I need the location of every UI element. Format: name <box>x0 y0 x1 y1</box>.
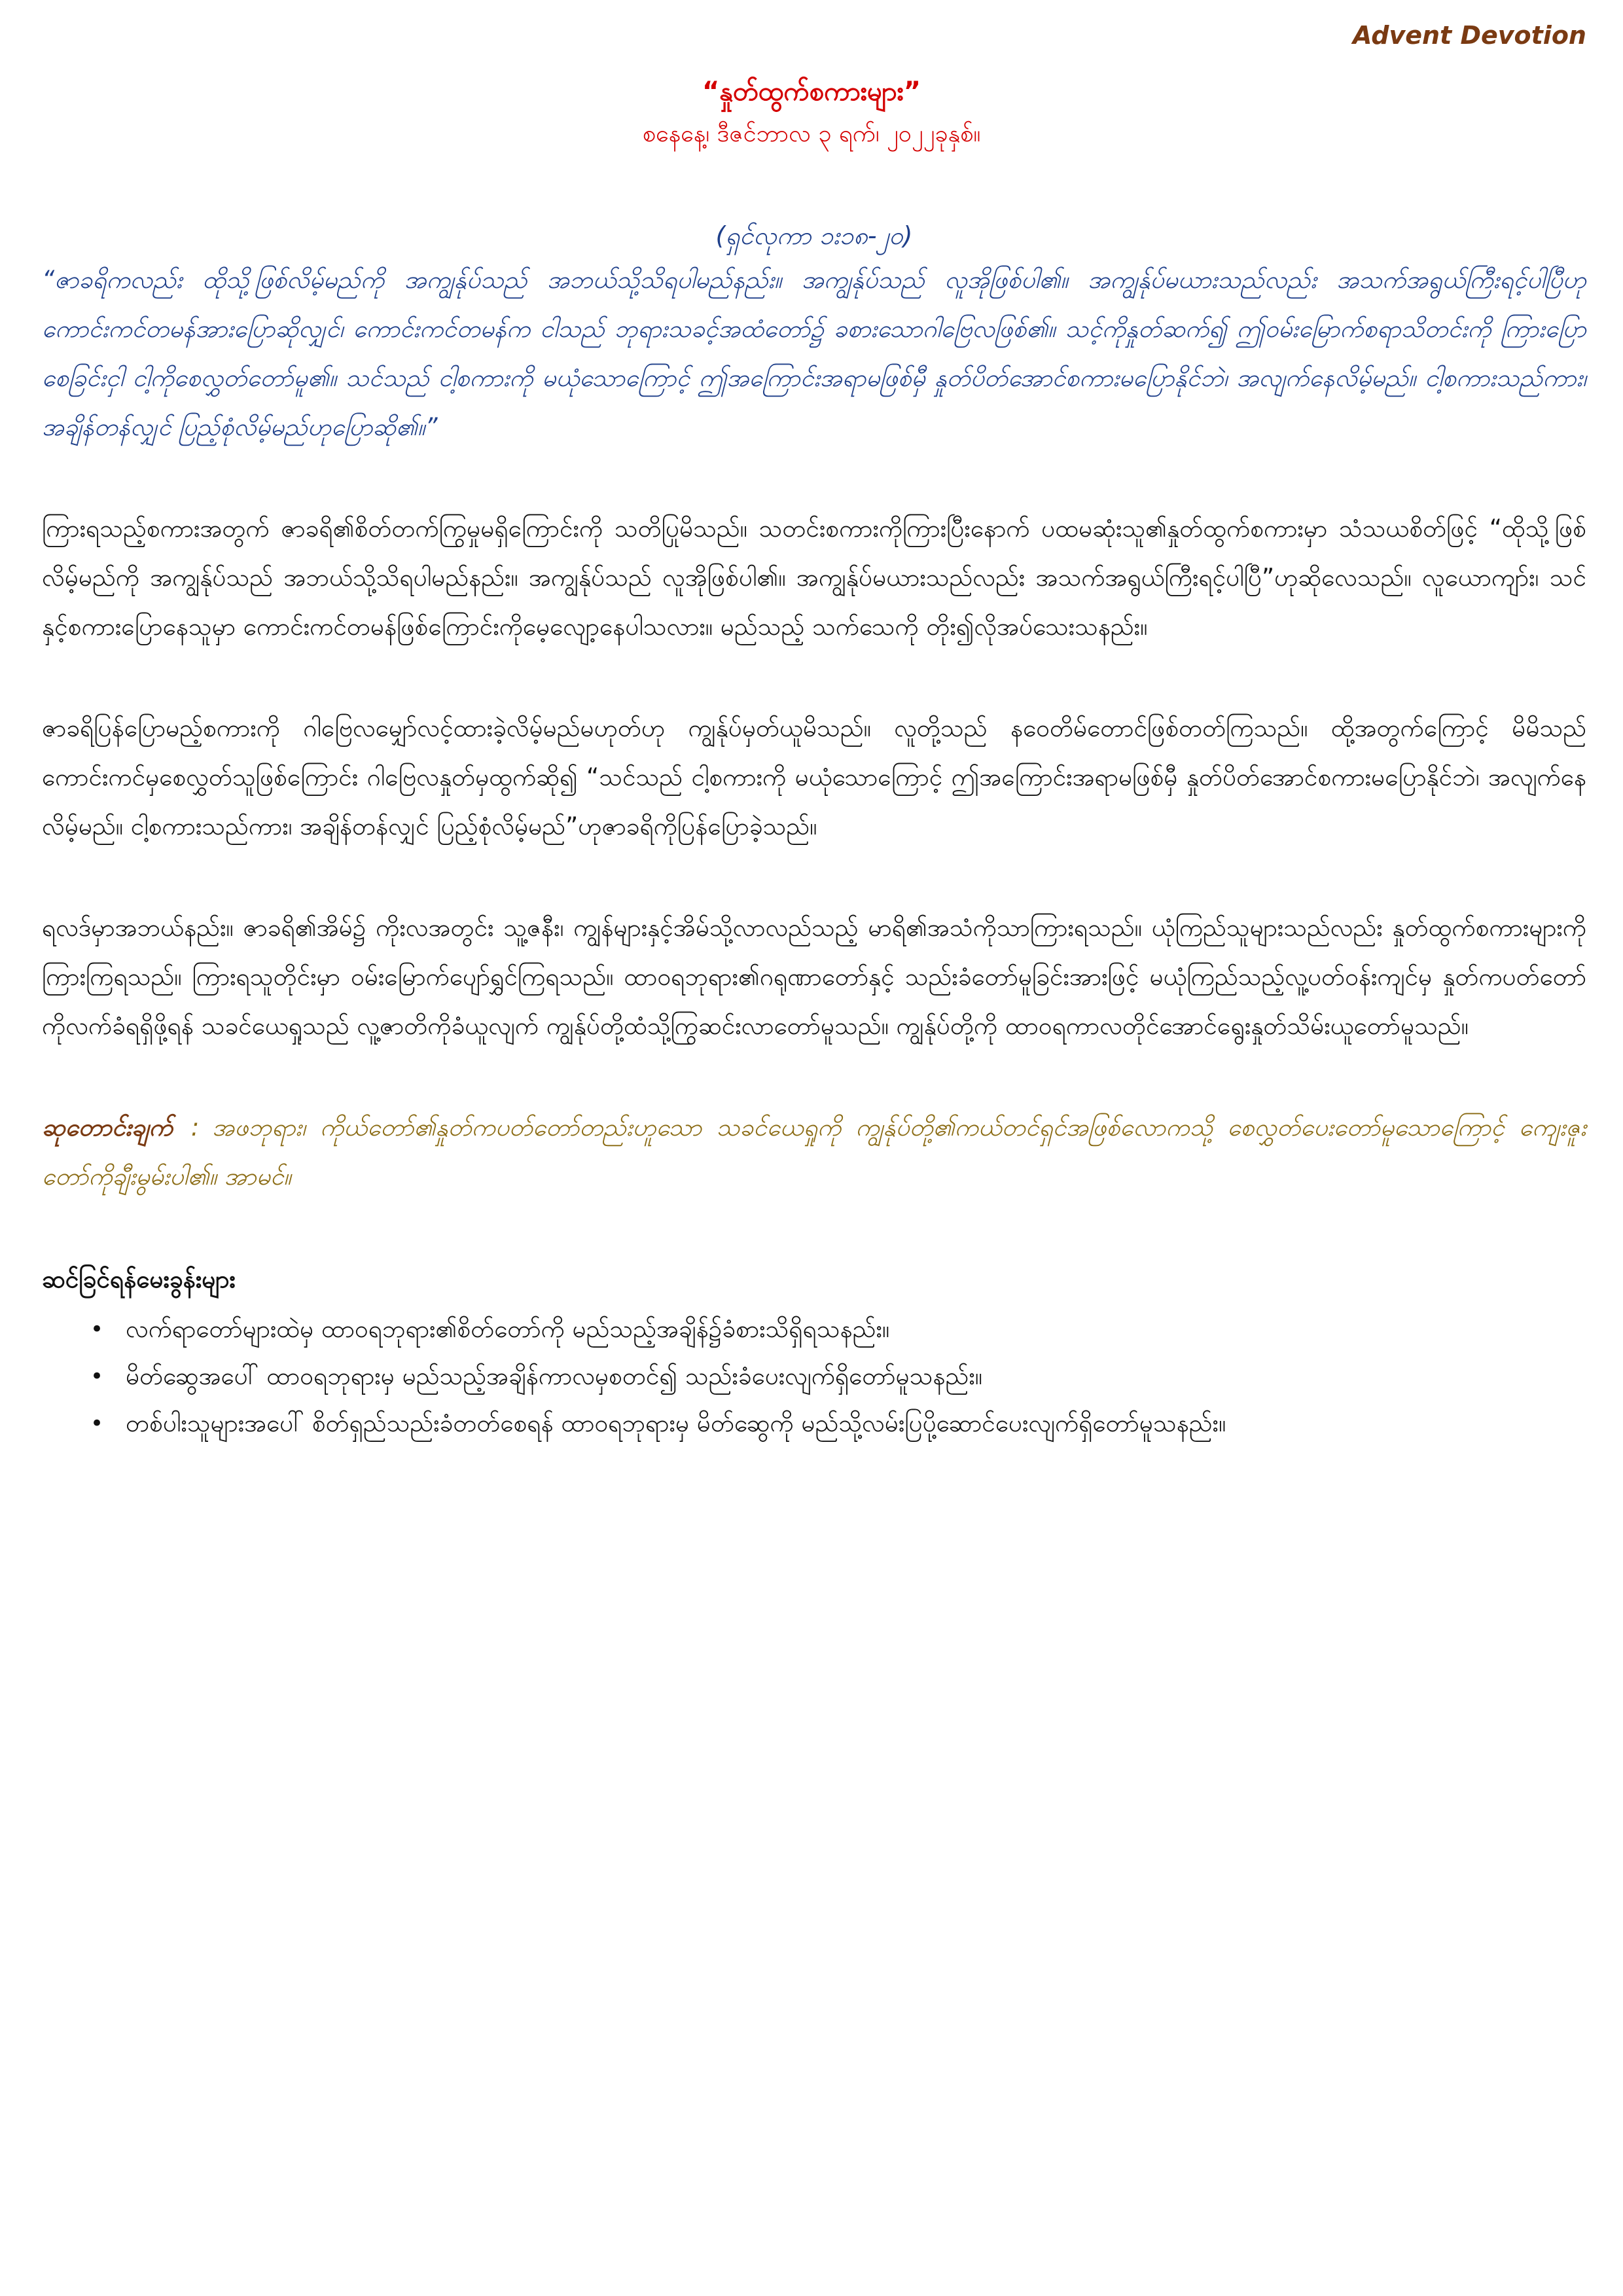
bullet-icon: • <box>90 1316 104 1342</box>
prayer-label: ဆုတောင်းချက် <box>42 1113 173 1141</box>
bullet-icon: • <box>90 1363 104 1390</box>
questions-list <box>42 1306 1586 1447</box>
page-title: “နှုတ်ထွက်စကားများ” <box>702 77 921 107</box>
scripture-reference: (ရှင်လုကာ ၁း၁၈-၂၀) <box>715 221 913 250</box>
content <box>42 216 1586 1447</box>
prayer-colon: : <box>190 1113 200 1141</box>
questions-heading: ဆင်ခြင်ရန်မေးခွန်းများ <box>42 1265 236 1293</box>
prayer <box>42 1103 1586 1201</box>
question-item <box>42 1400 1586 1447</box>
body-paragraph-3: ရလဒ်မှာအဘယ်နည်း။ ဇာခရိ၏အိမ်၌ ကိုးလအတွင်း သူ့ဇနီး၊ ကျွန်များနှင့်အိမ်သို့လာလည်သည့် မာရိ၏အသံကိုသာကြားရသည်။ ယုံကြည်သူများသည်လည်း နှုတ်ထွက်စကားများကိုကြားကြရသည်။ ကြားရသူတိုင်းမှာ ဝမ်းမြောက်ပျော်ရွှင်ကြရသည်။ ထာဝရဘုရား၏ဂရုဏာတော်နှင့် သည်းခံတော်မူခြင်းအားဖြင့် မယုံကြည်သည့်လူ့ပတ်ဝန်းကျင်မှ နှုတ်ကပတ်တော်ကိုလက်ခံရရှိဖို့ရန် သခင်ယေရှုသည် လူ့ဇာတိကိုခံယူလျက် ကျွန်ုပ်တို့ထံသို့ကြွဆင်းလာတော်မူသည်။ ကျွန်ုပ်တို့ကို ထာဝရကာလတိုင်အောင်ရွေးနှုတ်သိမ်းယူတော်မူသည်။ <box>42 914 1586 1040</box>
scripture-text: “ဇာခရိကလည်း ထိုသို့ဖြစ်လိမ့်မည်ကို အကျွန်ုပ်သည် အဘယ်သို့သိရပါမည်နည်း။ အကျွန်ုပ်သည် လူအိုဖြစ်ပါ၏။ အကျွန်ုပ်မယားသည်လည်း အသက်အရွယ်ကြီးရင့်ပါပြီဟု ကောင်းကင်တမန်အားပြောဆိုလျှင်၊ ကောင်းကင်တမန်က ငါသည် ဘုရားသခင့်အထံတော်၌ ခစားသောဂါဗြေလဖြစ်၏။ သင့်ကိုနှုတ်ဆက်၍ ဤဝမ်းမြောက်စရာသိတင်းကို ကြားပြောစေခြင်းငှါ ငါ့ကိုစေလွှတ်တော်မူ၏။ သင်သည် ငါ့စကားကို မယုံသောကြောင့် ဤအကြောင်းအရာမဖြစ်မှီ နှုတ်ပိတ်အောင်စကားမပြောနိုင်ဘဲ၊ အလျက်နေလိမ့်မည်။ ငါ့စကားသည်ကား၊ အချိန်တန်လျှင် ပြည့်စုံလိမ့်မည်ဟုပြောဆို၏။” <box>42 266 1586 441</box>
bullet-icon: • <box>90 1410 104 1437</box>
question-text: မိတ်ဆွေအပေါ် ထာဝရဘုရားမှ မည်သည့်အချိန်ကာလမှစတင်၍ သည်းခံပေးလျက်ရှိတော်မူသနည်း။ <box>126 1362 982 1390</box>
date-line: စနေနေ့၊ ဒီဇင်ဘာလ ၃ ရက်၊ ၂၀၂၂ခုနှစ်။ <box>642 120 981 147</box>
body-paragraph-2: ဇာခရိပြန်ပြောမည့်စကားကို ဂါဗြေလမျှော်လင့်ထားခဲ့လိမ့်မည်မဟုတ်ဟု ကျွန်ုပ်မှတ်ယူမိသည်။ လူတို့သည် နဝေတိမ်တောင်ဖြစ်တတ်ကြသည်။ ထို့အတွက်ကြောင့် မိမိသည်ကောင်းကင်မှစေလွှတ်သူဖြစ်ကြောင်း ဂါဗြေလနှုတ်မှထွက်ဆို၍ “သင်သည် ငါ့စကားကို မယုံသောကြောင့် ဤအကြောင်းအရာမဖြစ်မှီ နှုတ်ပိတ်အောင်စကားမပြောနိုင်ဘဲ၊ အလျက်နေလိမ့်မည်။ ငါ့စကားသည်ကား၊ အချိန်တန်လျှင် ပြည့်စုံလိမ့်မည်”ဟုဇာခရိကိုပြန်ပြောခဲ့သည်။ <box>42 714 1586 840</box>
body-paragraph-1: ကြားရသည့်စကားအတွက် ဇာခရိ၏စိတ်တက်ကြွမှုမရှိကြောင်းကို သတိပြုမိသည်။ သတင်းစကားကိုကြားပြီးနောက် ပထမဆုံးသူ၏နှုတ်ထွက်စကားမှာ သံသယစိတ်ဖြင့် “ထိုသို့ဖြစ်လိမ့်မည်ကို အကျွန်ုပ်သည် အဘယ်သို့သိရပါမည်နည်း။ အကျွန်ုပ်သည် လူအိုဖြစ်ပါ၏။ အကျွန်ုပ်မယားသည်လည်း အသက်အရွယ်ကြီးရင့်ပါပြီ”ဟုဆိုလေသည်။ လူယောကျာ်း၊ သင်နှင့်စကားပြောနေသူမှာ ကောင်းကင်တမန်ဖြစ်ကြောင်းကိုမေ့လျော့နေပါသလား။ မည်သည့် သက်သေကို တိုး၍လိုအပ်သေးသနည်း။ <box>42 514 1586 641</box>
question-text: လက်ရာတော်များထဲမှ ထာဝရဘုရား၏စိတ်တော်ကို မည်သည့်အချိန်၌ခံစားသိရှိရသနည်း။ <box>126 1315 890 1343</box>
header-tag: Advent Devotion <box>1353 21 1586 50</box>
question-item <box>42 1353 1586 1400</box>
question-item <box>42 1306 1586 1353</box>
title-block <box>0 72 1623 157</box>
question-text: တစ်ပါးသူများအပေါ် စိတ်ရှည်သည်းခံတတ်စေရန် ထာဝရဘုရားမှ မိတ်ဆွေကို မည်သို့လမ်းပြပို့ဆောင်ပေးလျက်ရှိတော်မူသနည်း။ <box>126 1409 1226 1437</box>
prayer-text: အဖဘုရား၊ ကိုယ်တော်၏နှုတ်ကပတ်တော်တည်းဟူသော သခင်ယေရှုကို ကျွန်ုပ်တို့၏ကယ်တင်ရှင်အဖြစ်လောကသို့ စေလွှတ်ပေးတော်မူသောကြောင့် ကျေးဇူးတော်ကိုချီးမွမ်းပါ၏။ အာမင်။ <box>42 1113 1586 1191</box>
